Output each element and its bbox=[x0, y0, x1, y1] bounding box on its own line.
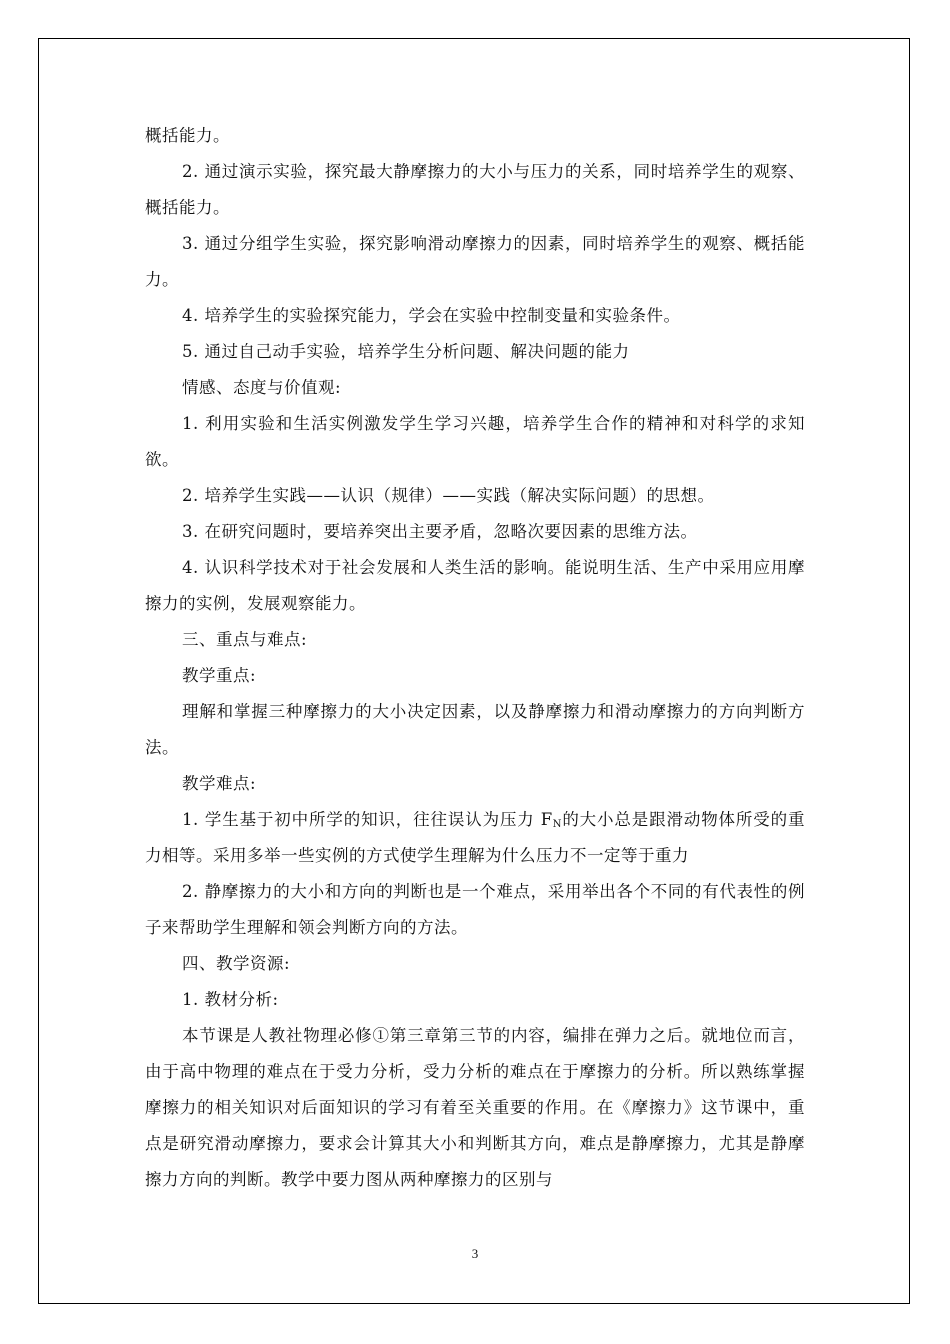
paragraph: 3. 通过分组学生实验，探究影响滑动摩擦力的因素，同时培养学生的观察、概括能力。 bbox=[145, 234, 805, 289]
paragraph: 4. 认识科学技术对于社会发展和人类生活的影响。能说明生活、生产中采用应用摩擦力的实例，发展观察能力。 bbox=[145, 558, 805, 613]
section-subheading: 1. 教材分析: bbox=[182, 990, 279, 1009]
section-subheading: 教学难点: bbox=[182, 774, 257, 793]
page-number: 3 bbox=[471, 1246, 479, 1261]
paragraph: 3. 在研究问题时，要培养突出主要矛盾，忽略次要因素的思维方法。 bbox=[182, 522, 698, 541]
paragraph: 4. 培养学生的实验探究能力，学会在实验中控制变量和实验条件。 bbox=[182, 306, 681, 325]
paragraph bbox=[145, 802, 805, 874]
section-subheading: 教学重点: bbox=[182, 666, 257, 685]
paragraph: 2. 培养学生实践——认识（规律）——实践（解决实际问题）的思想。 bbox=[182, 486, 715, 505]
section-subheading: 情感、态度与价值观: bbox=[182, 378, 342, 397]
paragraph-text: 1. 学生基于初中所学的知识，往往误认为压力 F bbox=[182, 810, 553, 829]
subscript-n: N bbox=[552, 819, 562, 830]
section-heading: 三、重点与难点: bbox=[182, 630, 308, 649]
paragraph: 5. 通过自己动手实验，培养学生分析问题、解决问题的能力 bbox=[182, 342, 630, 361]
paragraph: 概括能力。 bbox=[145, 126, 230, 145]
paragraph: 1. 利用实验和生活实例激发学生学习兴趣，培养学生合作的精神和对科学的求知欲。 bbox=[145, 414, 805, 469]
paragraph: 理解和掌握三种摩擦力的大小决定因素，以及静摩擦力和滑动摩擦力的方向判断方法。 bbox=[145, 702, 805, 757]
document-body bbox=[145, 118, 805, 1198]
paragraph-text: 的大小总是跟滑动物体所受的重力相等。采用多举一些实例的方式使学生理解为什么压力不一定等于重力 bbox=[145, 810, 805, 865]
paragraph: 本节课是人教社物理必修①第三章第三节的内容，编排在弹力之后。就地位而言，由于高中物理的难点在于受力分析，受力分析的难点在于摩擦力的分析。所以熟练掌握摩擦力的相关知识对后面知识的学习有着至关重要的作用。在《摩擦力》这节课中，重点是研究滑动摩擦力，要求会计算其大小和判断其方向，难点是静摩擦力，尤其是静摩擦力方向的判断。教学中要力图从两种摩擦力的区别与 bbox=[145, 1026, 805, 1189]
paragraph: 2. 静摩擦力的大小和方向的判断也是一个难点，采用举出各个不同的有代表性的例子来帮助学生理解和领会判断方向的方法。 bbox=[145, 882, 805, 937]
section-heading: 四、教学资源: bbox=[182, 954, 291, 973]
paragraph: 2. 通过演示实验，探究最大静摩擦力的大小与压力的关系，同时培养学生的观察、概括能力。 bbox=[145, 162, 805, 217]
